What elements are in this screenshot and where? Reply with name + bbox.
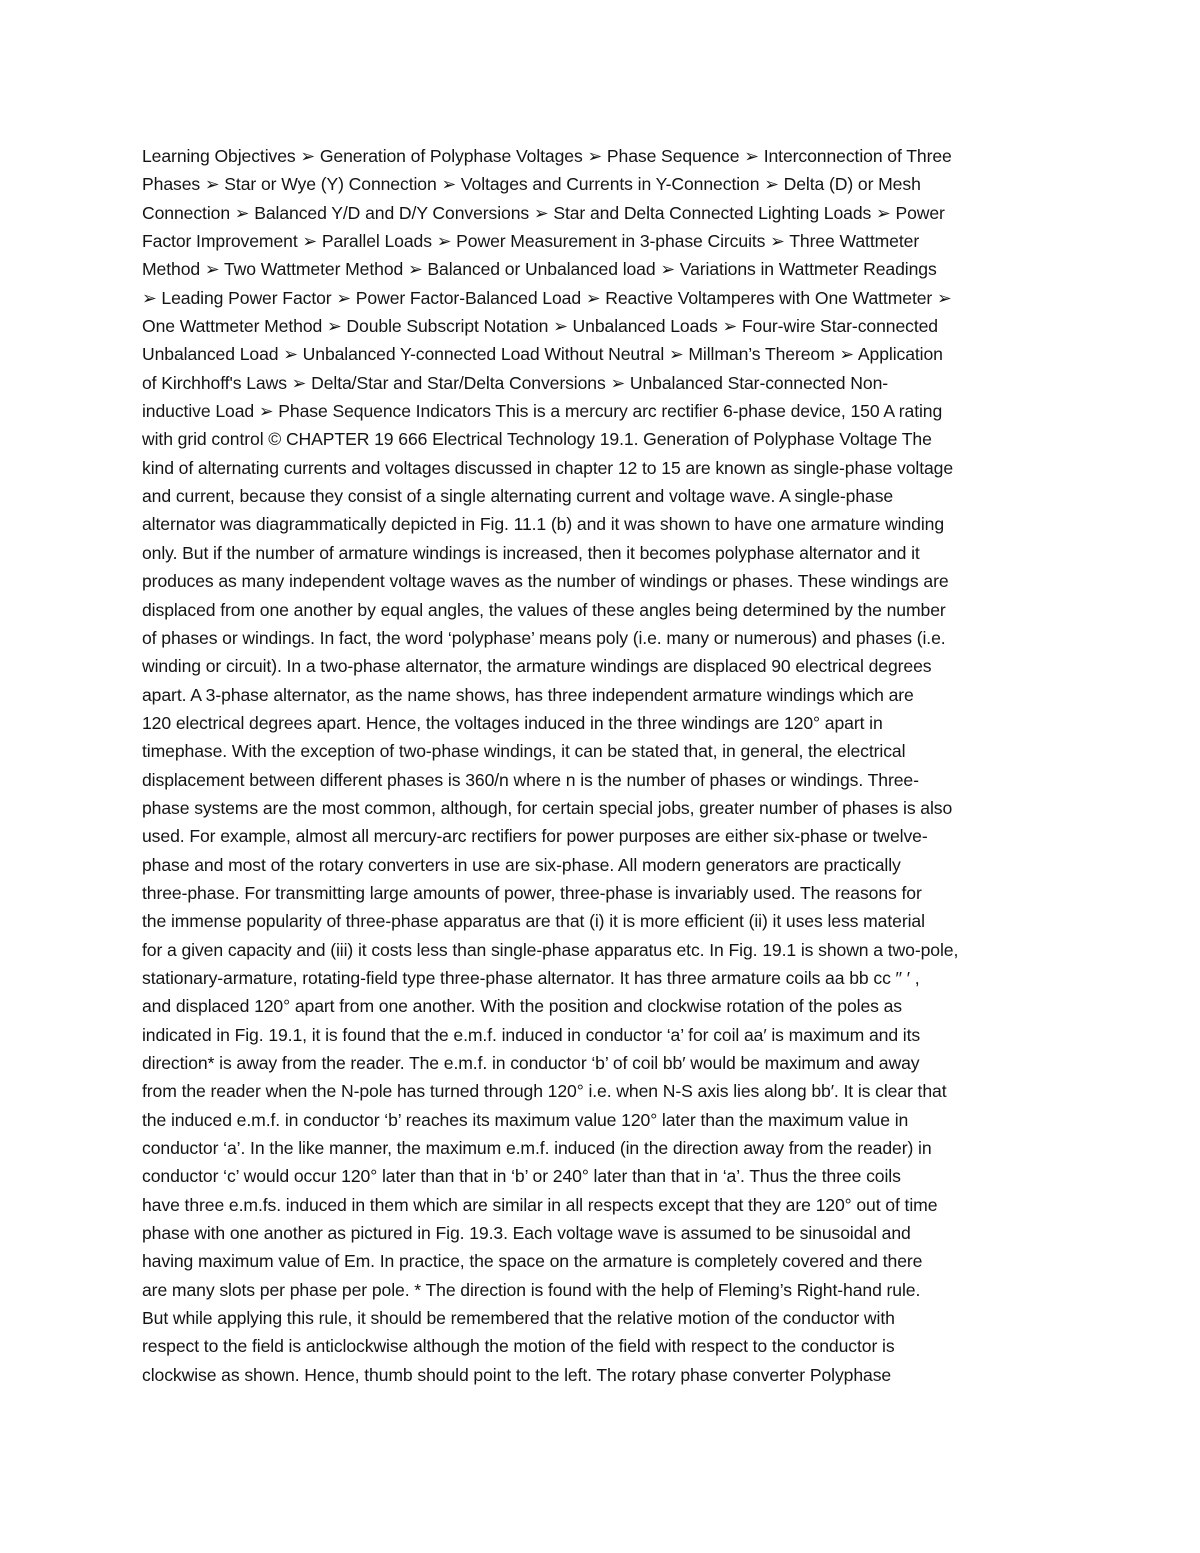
text-line: Learning Objectives ➢ Generation of Polyphase Voltages ➢ Phase Sequence ➢ Interconnection of Three xyxy=(142,146,952,166)
text-line: clockwise as shown. Hence, thumb should point to the left. The rotary phase converter Polyphase xyxy=(142,1364,892,1385)
text-line: indicated in Fig. 19.1, it is found that the e.m.f. induced in conductor ‘a’ for coil aa′ is maximum and its xyxy=(142,1024,921,1045)
text-line: One Wattmeter Method ➢ Double Subscript Notation ➢ Unbalanced Loads ➢ Four-wire Star-connected xyxy=(142,316,938,337)
text-line: are many slots per phase per pole. * The direction is found with the help of Fleming’s Right-hand rule. xyxy=(142,1279,921,1300)
text-line: timephase. With the exception of two-phase windings, it can be stated that, in general, the electrical xyxy=(142,741,906,762)
text-line: phase systems are the most common, although, for certain special jobs, greater number of phases is also xyxy=(142,797,953,818)
text-line: respect to the field is anticlockwise although the motion of the field with respect to the conductor is xyxy=(142,1336,895,1357)
text-line: conductor ‘c’ would occur 120° later than that in ‘b’ or 240° later than that in ‘a’. Thus the three coils xyxy=(142,1166,901,1187)
body-text xyxy=(142,142,1060,1389)
text-line: alternator was diagrammatically depicted in Fig. 11.1 (b) and it was shown to have one armature winding xyxy=(142,514,945,535)
text-line: ➢ Leading Power Factor ➢ Power Factor-Balanced Load ➢ Reactive Voltamperes with One Wattmeter ➢ xyxy=(142,287,952,308)
text-line: the immense popularity of three-phase apparatus are that (i) it is more efficient (ii) it uses less material xyxy=(142,911,925,932)
text-line: with grid control © CHAPTER 19 666 Electrical Technology 19.1. Generation of Polyphase Voltage The xyxy=(142,429,932,450)
text-line: direction* is away from the reader. The e.m.f. in conductor ‘b’ of coil bb′ would be maximum and away xyxy=(142,1053,920,1073)
text-line: and current, because they consist of a single alternating current and voltage wave. A single-phase xyxy=(142,486,894,507)
text-line: apart. A 3-phase alternator, as the name shows, has three independent armature windings which are xyxy=(142,684,914,705)
text-line: have three e.m.fs. induced in them which are similar in all respects except that they are 120° out of time xyxy=(142,1194,938,1215)
text-line: inductive Load ➢ Phase Sequence Indicators This is a mercury arc rectifier 6-phase device, 150 A rating xyxy=(142,401,943,422)
text-line: from the reader when the N-pole has turned through 120° i.e. when N-S axis lies along bb′. It is clear that xyxy=(142,1081,947,1102)
text-line: three-phase. For transmitting large amounts of power, three-phase is invariably used. The reasons for xyxy=(142,882,922,903)
text-line: of phases or windings. In fact, the word ‘polyphase’ means poly (i.e. many or numerous) and phases (i.e. xyxy=(142,627,946,648)
text-line: But while applying this rule, it should be remembered that the relative motion of the conductor with xyxy=(142,1308,895,1329)
text-line: Unbalanced Load ➢ Unbalanced Y-connected Load Without Neutral ➢ Millman’s Thereom ➢ Application xyxy=(142,344,943,365)
text-line: of Kirchhoff's Laws ➢ Delta/Star and Star/Delta Conversions ➢ Unbalanced Star-connected Non- xyxy=(142,372,889,393)
text-line: 120 electrical degrees apart. Hence, the voltages induced in the three windings are 120° apart in xyxy=(142,712,883,733)
text-line: kind of alternating currents and voltages discussed in chapter 12 to 15 are known as single-phase voltage xyxy=(142,457,954,478)
text-line: displacement between different phases is 360/n where n is the number of phases or windings. Three- xyxy=(142,769,919,790)
text-line: Method ➢ Two Wattmeter Method ➢ Balanced or Unbalanced load ➢ Variations in Wattmeter Readings xyxy=(142,259,937,280)
text-line: phase with one another as pictured in Fig. 19.3. Each voltage wave is assumed to be sinusoidal and xyxy=(142,1223,911,1244)
text-line: and displaced 120° apart from one another. With the position and clockwise rotation of the poles as xyxy=(142,996,902,1017)
text-line: winding or circuit). In a two-phase alternator, the armature windings are displaced 90 electrical degrees xyxy=(142,656,932,677)
text-line: only. But if the number of armature windings is increased, then it becomes polyphase alternator and it xyxy=(142,542,920,563)
text-line: phase and most of the rotary converters in use are six-phase. All modern generators are practically xyxy=(142,854,901,875)
text-line: for a given capacity and (iii) it costs less than single-phase apparatus etc. In Fig. 19.1 is shown a two-pole, xyxy=(142,939,959,960)
text-line: Phases ➢ Star or Wye (Y) Connection ➢ Voltages and Currents in Y-Connection ➢ Delta (D) or Mesh xyxy=(142,174,921,195)
text-line: the induced e.m.f. in conductor ‘b’ reaches its maximum value 120° later than the maximum value in xyxy=(142,1109,909,1130)
text-line: having maximum value of Em. In practice, the space on the armature is completely covered and there xyxy=(142,1251,923,1272)
text-line: Factor Improvement ➢ Parallel Loads ➢ Power Measurement in 3-phase Circuits ➢ Three Wattmeter xyxy=(142,231,920,252)
text-line: conductor ‘a’. In the like manner, the maximum e.m.f. induced (in the direction away from the reader) in xyxy=(142,1138,932,1159)
text-line: stationary-armature, rotating-field type three-phase alternator. It has three armature coils aa bb cc ′′ ′ , xyxy=(142,967,920,988)
text-line: displaced from one another by equal angles, the values of these angles being determined by the number xyxy=(142,599,946,620)
text-line: used. For example, almost all mercury-arc rectifiers for power purposes are either six-phase or twelve- xyxy=(142,826,928,847)
text-line: Connection ➢ Balanced Y/D and D/Y Conversions ➢ Star and Delta Connected Lighting Loads ➢ Power xyxy=(142,202,945,223)
text-line: produces as many independent voltage waves as the number of windings or phases. These windings are xyxy=(142,571,949,592)
